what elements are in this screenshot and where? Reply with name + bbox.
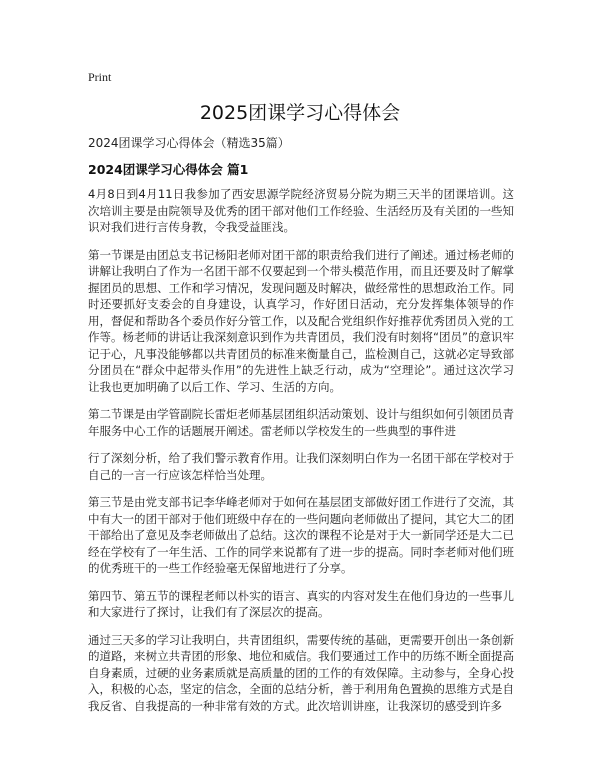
paragraph-7: 通过三天多的学习让我明白，共青团组织，需要传统的基础，更需要开创出一条创新的道路，来树立共青团的形象、地位和威信。我们要通过工作中的历练不断全面提高自身素质，过硬的业务素质就是高质量的团的工作的有效保障。主动参与，全身心投入，积极的心态，坚定的信念，全面的总结分析，善于利用角色置换的思维方式是自我反省、自我提高的一种非常有效的方式。此次培训讲座，让我深切的感受到许多 bbox=[88, 632, 514, 713]
paragraph-2: 第一节课是由团总支书记杨阳老师对团干部的职责给我们进行了阐述。通过杨老师的讲解让我明白了作为一名团干部不仅要起到一个带头模范作用，而且还要及时了解掌握团员的思想、工作和学习情况，发现问题及时解决，做经常性的思想政治工作。同时还要抓好支委会的自身建设，认真学习，作好团日活动，充分发挥集体领导的作用，督促和帮助各个委员作好分管工作，以及配合党组织作好推荐优秀团员入党的工作等。杨老师的讲话让我深刻意识到作为共青团员，我们没有时刻将“团员”的意识牢记于心，凡事没能够都以共青团员的标准来衡量自己，监检测自己，这就必定导致部分团员在“群众中起带头作用”的先进性上缺乏行动，成为“空理论”。通过这次学习让我也更加明确了以后工作、学习、生活的方向。 bbox=[88, 247, 514, 394]
page-title: 2025团课学习心得体会 bbox=[199, 102, 401, 124]
paragraph-3: 第二节课是由学管副院长雷炬老师基层团组织活动策划、设计与组织如何引领团员青年服务中心工作的话题展开阐述。雷老师以学校发生的一些典型的事件进 bbox=[88, 407, 514, 438]
paragraph-1: 4月8日到4月11日我参加了西安思源学院经济贸易分院为期三天半的团课培训。这次培训主要是由院领导及优秀的团干部对他们工作经验、生活经历及有关团的一些知识对我们进行言传身教，令我受益匪浅。 bbox=[88, 187, 514, 234]
paragraph-5: 第三节是由党支部书记李华峰老师对于如何在基层团支部做好团工作进行了交流，其中有大一的团干部对于他们班级中存在的一些问题向老师做出了提问，其它大二的团干部给出了意见及李老师做出了总结。这次的课程不论是对于大一新同学还是大二已经在学校有了一年生活、工作的同学来说都有了进一步的提高。同时李老师对他们班的优秀班干的一些工作经验毫无保留地进行了分享。 bbox=[88, 495, 514, 575]
paragraph-6: 第四节、第五节的课程老师以朴实的语言、真实的内容对发生在他们身边的一些事儿和大家进行了探讨，让我们有了深层次的提高。 bbox=[88, 588, 514, 619]
document-subtitle: 2024团课学习心得体会（精选35篇） bbox=[88, 136, 290, 150]
section-heading: 2024团课学习心得体会 篇1 bbox=[88, 162, 249, 177]
paragraph-4: 行了深刻分析，给了我们警示教育作用。让我们深刻明白作为一名团干部在学校对于自己的一言一行应该怎样恰当处理。 bbox=[88, 451, 514, 482]
article-body bbox=[88, 186, 514, 725]
print-link[interactable]: Print bbox=[88, 70, 112, 84]
